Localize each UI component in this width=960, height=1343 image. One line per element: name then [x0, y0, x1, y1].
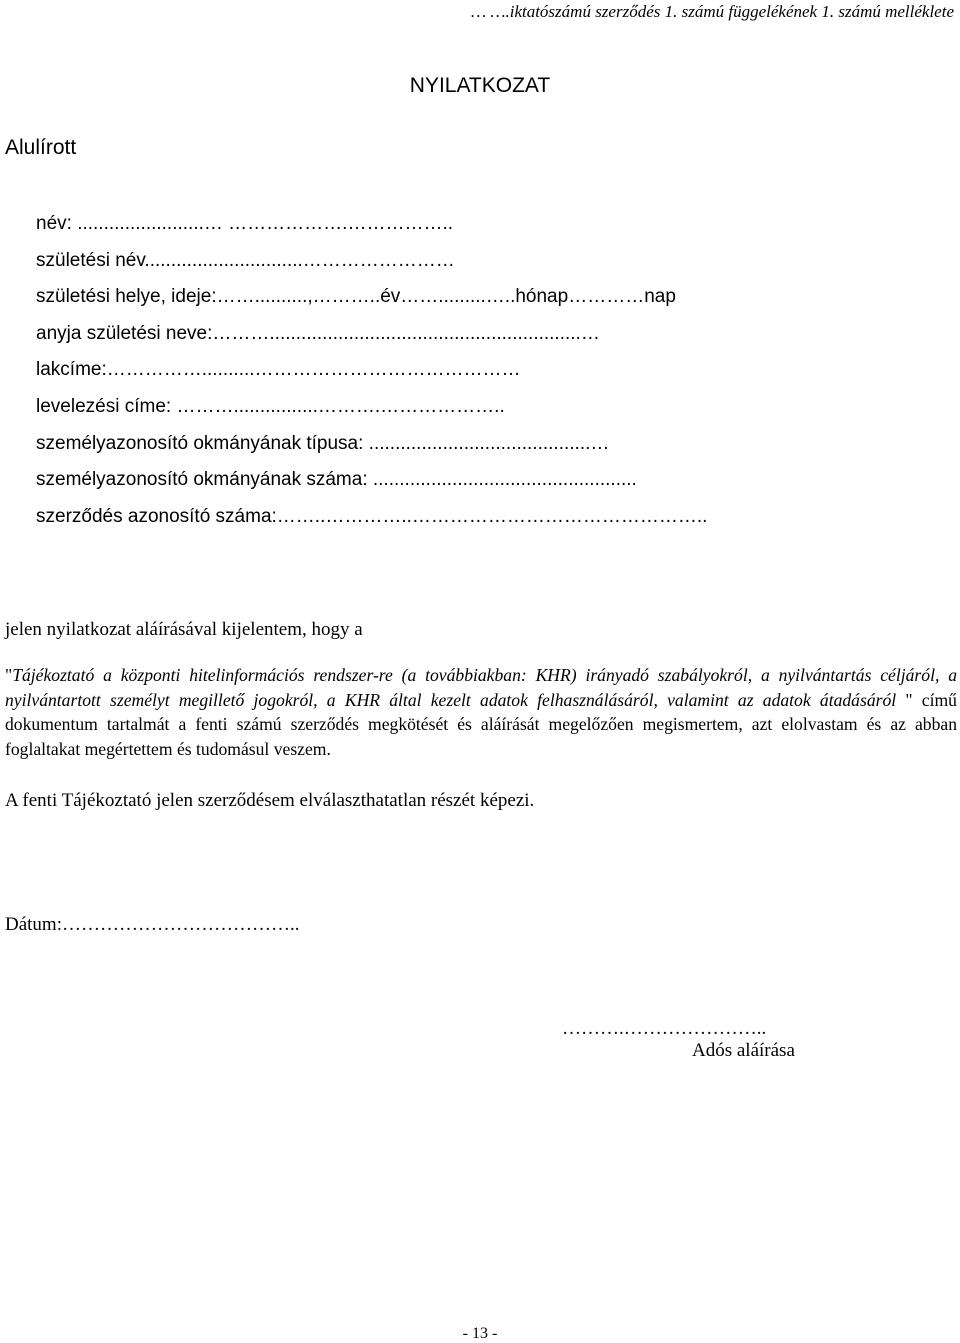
field-mailing-address: levelezési címe: ………................……….………………..: [36, 395, 505, 417]
declaration-paragraph: [5, 663, 957, 762]
field-contract-id: szerződés azonosító száma:……..…………..………………………………………..: [36, 505, 708, 527]
field-id-document-type: személyazonosító okmányának típusa: ..........................................…: [36, 432, 610, 454]
closing-statement: A fenti Tájékoztató jelen szerződésem elválaszthatatlan részét képezi.: [5, 790, 535, 811]
paragraph-body: " című dokumentum tartalmát a fenti számú szerződés megkötését és aláírását megelőzően megismertem, azt elolvastam és az abban foglaltakat megértettem és tudomásul veszem.: [5, 689, 957, 760]
field-id-document-number: személyazonosító okmányának száma: ..................................................: [36, 469, 637, 491]
personal-data-fields: [36, 212, 707, 541]
field-address: lakcíme:……………..........……………………………………: [36, 359, 521, 381]
document-header-reference: … ….iktatószámú szerződés 1. számú függelékének 1. számú melléklete: [470, 2, 954, 21]
signature-line: ……….…………………..: [562, 1018, 767, 1039]
page-number: - 13 -: [462, 1325, 498, 1342]
intro-text: Alulírott: [5, 136, 77, 159]
quote-open: ": [5, 665, 13, 685]
date-field: Dátum:………………………………..: [5, 914, 300, 935]
declaration-line: jelen nyilatkozat aláírásával kijelentem, hogy a: [5, 619, 363, 640]
page-title: NYILATKOZAT: [409, 74, 551, 97]
field-mother-birth-name: anyja születési neve:………...........................................................…: [36, 322, 600, 344]
field-birth-name: születési név..............................……………………: [36, 249, 455, 271]
document-title-italic: Tájékoztató a központi hitelinformációs rendszer-re (a továbbiakban: KHR) irányadó szabályokról, a nyilvántartás céljáról, a nyilvántartott személyt megillető jogokról, a KHR által kezelt adatok felhasználásáról, valamint az adatok átadásáról: [5, 665, 957, 710]
field-birth-place-date: születési helye, ideje:……..........,………..év…….........…..hónap…………nap: [36, 286, 676, 308]
field-name: név: ........................… ……………….……………..: [36, 213, 453, 234]
signature-label: Adós aláírása: [692, 1040, 795, 1061]
